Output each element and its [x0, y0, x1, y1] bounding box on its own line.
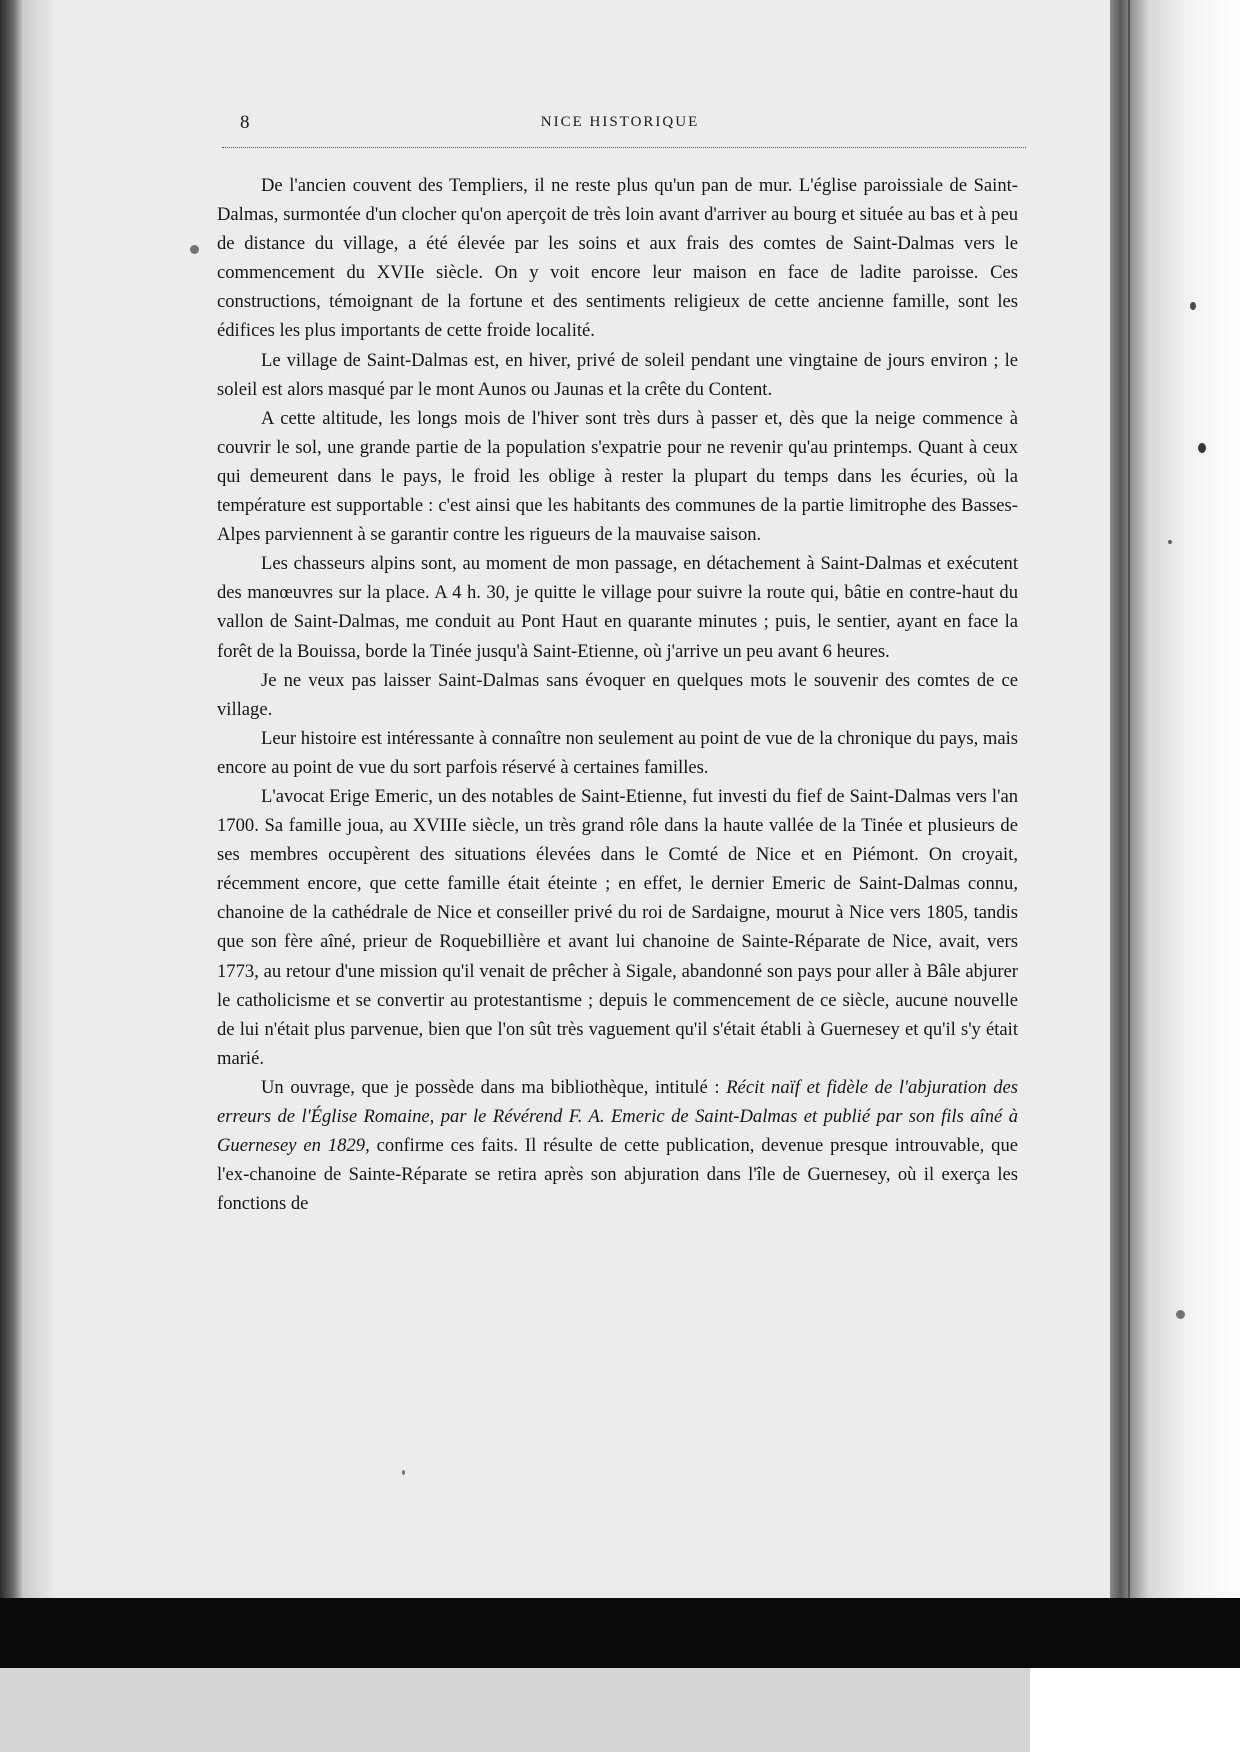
- running-head: NICE HISTORIQUE: [540, 114, 700, 130]
- left-binding-edge: [0, 0, 22, 1752]
- final-paragraph: [217, 1073, 1018, 1218]
- paragraph: Leur histoire est intéressante à connaître non seulement au point de vue de la chronique du pays, mais encore au point de vue du sort parfois réservé à certaines familles.: [217, 727, 1018, 778]
- scan-speck: [190, 245, 199, 254]
- scan-speck: [402, 1470, 405, 1475]
- header-rule: [222, 147, 1026, 148]
- final-paragraph-lead: Un ouvrage, que je possède dans ma bibliothèque, intitulé :: [261, 1076, 727, 1098]
- body-text: [217, 171, 1018, 1218]
- scan-speck: [1190, 302, 1196, 310]
- paragraph: L'avocat Erige Emeric, un des notables de Saint-Etienne, fut investi du fief de Saint-Dalmas vers l'an 1700. Sa famille joua, au XVIIIe siècle, un très grand rôle dans la haute vallée de la Tinée et plusieurs de ses membres occupèrent des situations élevées dans le Comté de Nice et en Piémont. On croyait, récemment encore, que cette famille était éteinte ; en effet, le dernier Emeric de Saint-Dalmas connu, chanoine de la cathédrale de Nice et conseiller privé du roi de Sardaigne, mourut à Nice vers 1805, tandis que son fère aîné, prieur de Roquebillière et avant lui chanoine de Sainte-Réparate de Nice, avait, vers 1773, au retour d'une mission qu'il venait de prêcher à Sigale, abandonné son pays pour aller à Bâle abjurer le catholicisme et se convertir au protestantisme ; depuis le commencement de ce siècle, aucune nouvelle de lui n'était plus parvenue, bien que l'on sût très vaguement qu'il s'était établi à Guernesey et qu'il s'y était marié.: [217, 785, 1018, 1069]
- bottom-scan-margin: [0, 1668, 1030, 1752]
- book-title: Récit naïf et fidèle de l'abjuration des erreurs de l'Église Romaine, par le Révérend F. A. Emeric de Saint-Dalmas et publié par son fils aîné à Guernesey en 1829: [217, 1076, 1018, 1157]
- bottom-scan-corner: [1030, 1668, 1240, 1752]
- paragraph: Le village de Saint-Dalmas est, en hiver, privé de soleil pendant une vingtaine de jours environ ; le soleil est alors masqué par le mont Aunos ou Jaunas et la crête du Content.: [217, 349, 1018, 400]
- paragraph: A cette altitude, les longs mois de l'hiver sont très durs à passer et, dès que la neige commence à couvrir le sol, une grande partie de la population s'expatrie pour ne revenir qu'au printemps. Quant à ceux qui demeurent dans le pays, le froid les oblige à rester la plupart du temps dans les écuries, où la température est supportable : c'est ainsi que les habitants des communes de la partie limitrophe des Basses-Alpes parviennent à se garantir contre les rigueurs de la mauvaise saison.: [217, 407, 1018, 546]
- paragraph: Je ne veux pas laisser Saint-Dalmas sans évoquer en quelques mots le souvenir des comtes de ce village.: [217, 669, 1018, 720]
- page-number: 8: [240, 112, 250, 133]
- paragraph: De l'ancien couvent des Templiers, il ne reste plus qu'un pan de mur. L'église paroissiale de Saint-Dalmas, surmontée d'un clocher qu'on aperçoit de très loin avant d'arriver au bourg et située au bas et à peu de distance du village, a été élevée par les soins et aux frais des comtes de Saint-Dalmas vers le commencement du XVIIe siècle. On y voit encore leur maison en face de ladite paroisse. Ces constructions, témoignant de la fortune et des sentiments religieux de cette ancienne famille, sont les édifices les plus importants de cette froide localité.: [217, 175, 1018, 342]
- scan-speck: [1176, 1310, 1185, 1319]
- bottom-dark-band: [0, 1598, 1240, 1668]
- scan-speck: [1198, 443, 1206, 453]
- final-paragraph-rest: , confirme ces faits. Il résulte de cette publication, devenue presque introuvable, que l'ex-chanoine de Sainte-Réparate se retira après son abjuration dans l'île de Guernesey, où il exerça les fonctions de: [217, 1135, 1018, 1215]
- left-page-shadow: [22, 0, 52, 1660]
- facing-page-edge-line: [1128, 0, 1130, 1660]
- scan-speck: [1168, 540, 1172, 544]
- paragraph: Les chasseurs alpins sont, au moment de mon passage, en détachement à Saint-Dalmas et exécutent des manœuvres sur la place. A 4 h. 30, je quitte le village pour suivre la route qui, bâtie en contre-haut du vallon de Saint-Dalmas, me conduit au Pont Haut en quarante minutes ; puis, le sentier, ayant en face la forêt de la Bouissa, borde la Tinée jusqu'à Saint-Etienne, où j'arrive un peu avant 6 heures.: [217, 553, 1018, 662]
